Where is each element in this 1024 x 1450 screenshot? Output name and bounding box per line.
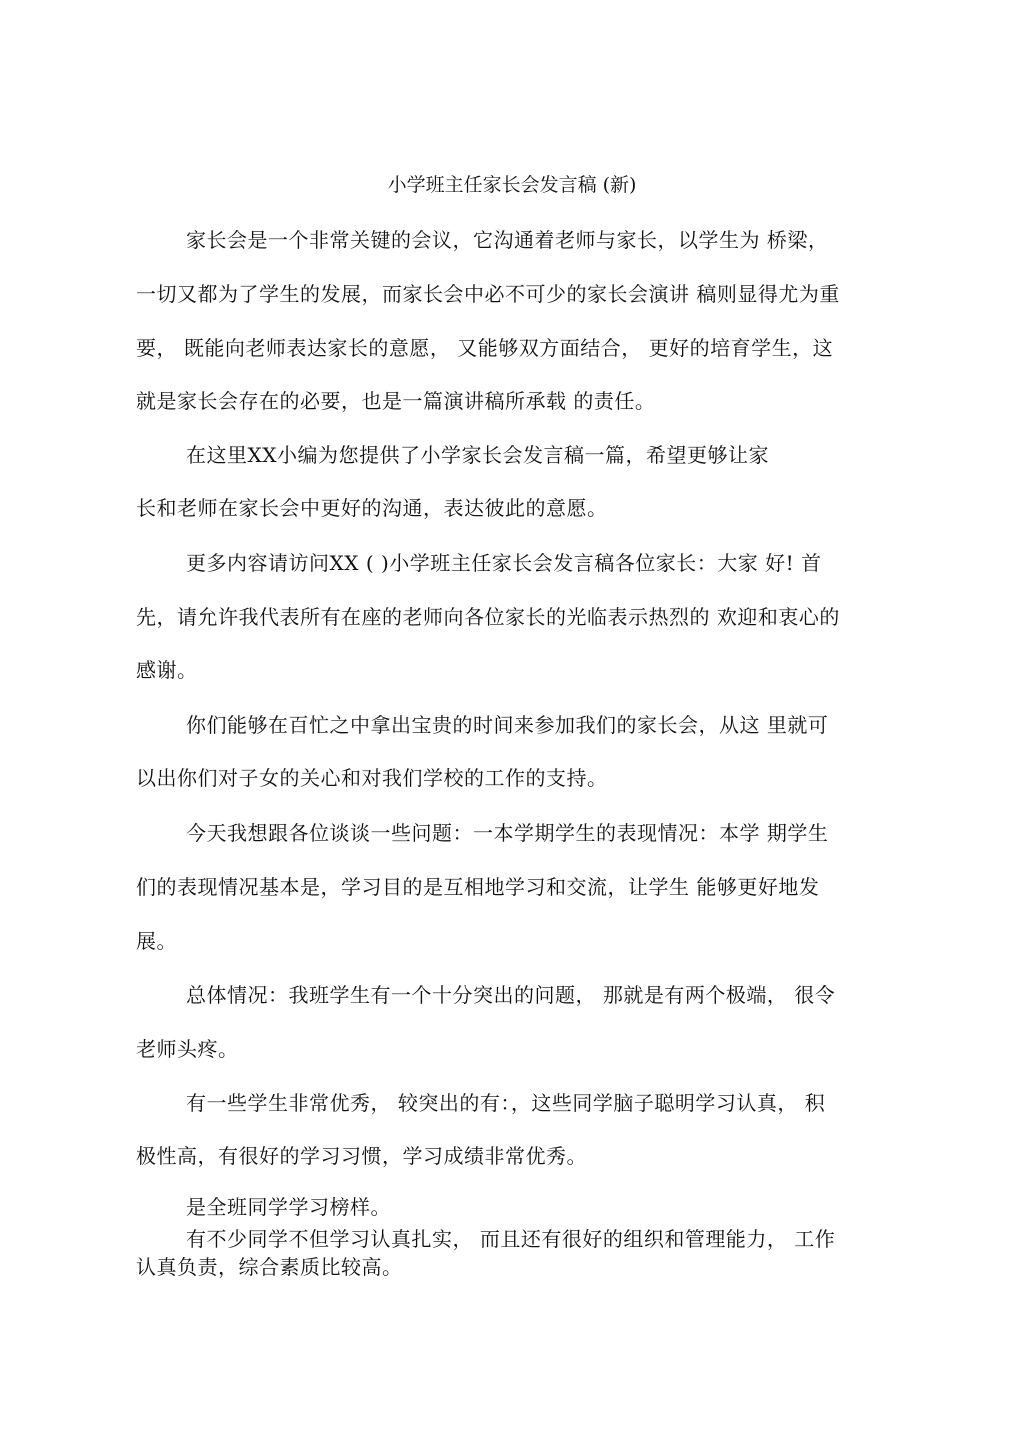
document-title: 小学班主任家长会发言稿 (新) [387,174,637,196]
paragraph-line: 有不少同学不但学习认真扎实， 而且还有很好的组织和管理能力， 工作 [186,1227,836,1251]
paragraph-line: 是全班同学学习榜样。 [186,1195,391,1219]
paragraph-line: 展。 [136,929,177,953]
paragraph-line: 一切又都为了学生的发展，而家长会中必不可少的家长会演讲 稿则显得尤为重 [136,282,840,306]
paragraph-line: 先，请允许我代表所有在座的老师向各位家长的光临表示热烈的 欢迎和衷心的 [136,605,840,629]
paragraph-line: 总体情况：我班学生有一个十分突出的问题， 那就是有两个极端， 很令 [186,983,836,1007]
paragraph-line: 今天我想跟各位谈谈一些问题：一本学期学生的表现情况：本学 期学生 [186,821,829,845]
paragraph-line: 更多内容请访问XX ( )小学班主任家长会发言稿各位家长：大家 好! 首 [186,551,822,575]
paragraph-line: 要， 既能向老师表达家长的意愿， 又能够双方面结合， 更好的培育学生，这 [136,336,834,360]
paragraph-line: 有一些学生非常优秀， 较突出的有：，这些同学脑子聪明学习认真， 积 [186,1091,826,1115]
paragraph-line: 们的表现情况基本是，学习目的是互相地学习和交流，让学生 能够更好地发 [136,875,820,899]
paragraph-line: 家长会是一个非常关键的会议，它沟通着老师与家长，以学生为 桥梁， [186,228,829,252]
paragraph-line: 在这里XX小编为您提供了小学家长会发言稿一篇，希望更够让家 [186,443,769,467]
paragraph-line: 就是家长会存在的必要，也是一篇演讲稿所承载 的责任。 [136,389,656,413]
paragraph-line: 以出你们对子女的关心和对我们学校的工作的支持。 [136,766,608,790]
paragraph-line: 你们能够在百忙之中拿出宝贵的时间来参加我们的家长会，从这 里就可 [186,713,829,737]
paragraph-line: 老师头疼。 [136,1037,239,1061]
paragraph-line: 认真负责，综合素质比较高。 [136,1255,403,1279]
paragraph-line: 感谢。 [136,658,198,682]
paragraph-line: 长和老师在家长会中更好的沟通，表达彼此的意愿。 [136,496,608,520]
paragraph-line: 极性高，有很好的学习习惯，学习成绩非常优秀。 [136,1144,587,1168]
